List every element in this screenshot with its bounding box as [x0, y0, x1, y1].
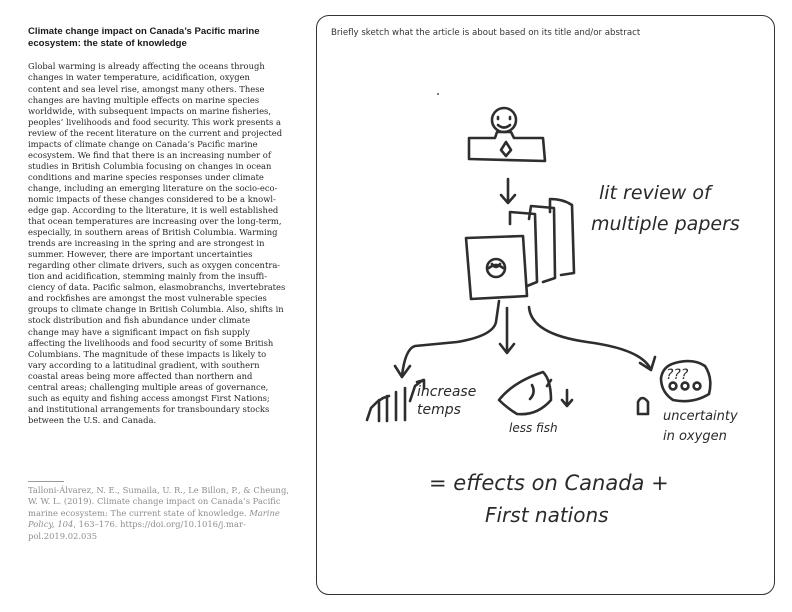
arrow-to-temps — [402, 301, 499, 376]
arrow-to-fish — [500, 308, 514, 353]
branch-arrows — [395, 301, 655, 377]
label-lit-review: lit review of — [599, 182, 711, 204]
desk-emblem — [501, 142, 511, 156]
person-small — [638, 398, 648, 414]
arrow-to-papers — [501, 179, 515, 203]
temperature-bars-icon — [367, 380, 424, 421]
label-multiple-papers: multiple papers — [591, 213, 740, 235]
brain-folds — [489, 264, 503, 268]
reference-authors-title: Talloni-Álvarez, N. E., Sumaila, U. R., Le Billon, P., & Cheung, W. W. L. (2019). Climate change impact on Canada’s Pacific marine ecosystem: The current state of knowledge. — [28, 485, 289, 518]
researcher-drawing — [469, 108, 545, 161]
article-abstract: Global warming is already affecting the oceans through changes in water temperature, acidification, oxygen content and sea level rise, amongst many others. These changes are having multiple effects on marine species worldwide, with subsequent impacts on marine fisheries, peoples’ livelihoods and food security. This work presents a review of the recent literature on the current and projected impacts of climate change on Canada’s Pacific marine ecosystem. We find that there is an increasing number of studies in British Columbia focusing on changes in ocean conditions and marine species responses under climate change, including an emerging literature on the socio-eco- nomic impacts of these changes considered to be a knowl- edge gap. According to the literature, it is well established that ocean temperatures are increasing over the long-term, especially, in southern areas of British Columbia. Warming trends are increasing in the spring and are strongest in summer. However, there are important uncertainties regarding other climate drivers, such as oxygen concentra- tion and acidification, stemming mainly from the insuffi- ciency of data. Pacific salmon, elasmobranchs, invertebrates and rockfishes are amongst the most vulnerable species groups to climate change in British Columbia. Also, shifts in stock distribution and fish abundance under climate change may have a significant impact on fish supply affecting the livelihoods and food security of some British Columbians. The magnitude of these impacts is likely to vary according to a latitudinal gradient, with southern coastal areas being more affected than northern and central areas; challenging multiple areas of governance, such as equity and fishing access amongst First Nations; and institutional arrangements for transboundary stocks between the U.S. and Canada. — [28, 61, 286, 425]
reference-pages-doi: , 163–176. https://doi.org/10.1016/j.mar-pol.2019.02.035 — [28, 519, 246, 541]
article-column — [28, 26, 290, 426]
article-reference — [28, 485, 290, 542]
label-increase: increase — [417, 384, 477, 400]
label-uncertainty: uncertainty — [663, 409, 738, 424]
reference-journal: Marine Policy, 104 — [28, 507, 280, 530]
reference-divider — [28, 481, 64, 482]
label-question-marks: ??? — [666, 367, 689, 383]
sketch-prompt: Briefly sketch what the article is about based on its title and/or abstract — [331, 28, 641, 38]
article-title: Climate change impact on Canada’s Pacific marine ecosystem: the state of knowledge — [28, 26, 260, 50]
label-effects: = effects on Canada + — [429, 471, 669, 495]
label-less-fish: less fish — [509, 421, 558, 435]
down-arrow-icon — [562, 390, 572, 406]
sketch-panel[interactable] — [316, 15, 775, 595]
fish-icon — [499, 372, 572, 414]
paper-back-2 — [529, 206, 555, 282]
label-first-nations: First nations — [485, 503, 609, 527]
arrow-to-oxygen — [529, 307, 650, 368]
hand-drawn-sketch — [317, 16, 774, 594]
person-face — [498, 117, 510, 128]
label-in-oxygen: in oxygen — [663, 429, 727, 444]
stray-ink-dot — [437, 93, 439, 95]
label-temps: temps — [417, 402, 461, 418]
paper-stack-drawing — [466, 199, 574, 299]
